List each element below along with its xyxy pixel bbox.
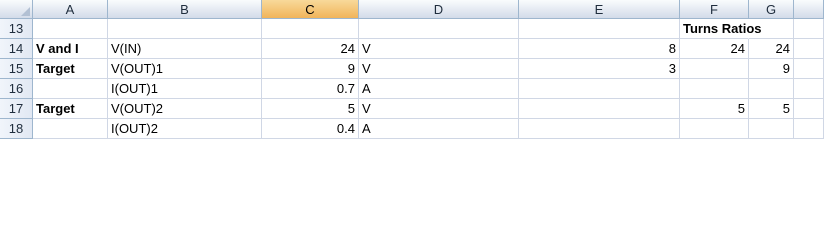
cell-d18[interactable]: A: [359, 119, 519, 139]
cell-h15[interactable]: [794, 59, 824, 79]
cell-a16[interactable]: [33, 79, 108, 99]
column-header-row: [0, 0, 777, 19]
column-header-g[interactable]: G: [749, 0, 794, 19]
column-header-a[interactable]: A: [33, 0, 108, 19]
cell-b15[interactable]: V(OUT)1: [108, 59, 262, 79]
cell-h18[interactable]: [794, 119, 824, 139]
cell-h17[interactable]: [794, 99, 824, 119]
cell-c15[interactable]: 9: [262, 59, 359, 79]
sheet-row-14: [0, 39, 790, 59]
sheet-row-13: [0, 19, 762, 39]
cell-d14[interactable]: V: [359, 39, 519, 59]
cell-a18[interactable]: [33, 119, 108, 139]
cell-f17[interactable]: 5: [680, 99, 749, 119]
column-header-e[interactable]: E: [519, 0, 680, 19]
cell-g16[interactable]: [749, 79, 794, 99]
cell-a17[interactable]: Target: [33, 99, 108, 119]
sheet-row-15: [0, 59, 790, 79]
sheet-row-18: [0, 119, 724, 139]
column-header-d[interactable]: D: [359, 0, 519, 19]
row-header-15[interactable]: 15: [0, 59, 33, 79]
row-header-17[interactable]: 17: [0, 99, 33, 119]
cell-d15[interactable]: V: [359, 59, 519, 79]
cell-b14[interactable]: V(IN): [108, 39, 262, 59]
row-header-14[interactable]: 14: [0, 39, 33, 59]
cell-b17[interactable]: V(OUT)2: [108, 99, 262, 119]
cell-c16[interactable]: 0.7: [262, 79, 359, 99]
cell-g17[interactable]: 5: [749, 99, 794, 119]
cell-c13[interactable]: [262, 19, 359, 39]
cell-h14[interactable]: [794, 39, 824, 59]
cell-g15[interactable]: 9: [749, 59, 794, 79]
cell-c17[interactable]: 5: [262, 99, 359, 119]
column-header-f[interactable]: F: [680, 0, 749, 19]
cell-f13[interactable]: Turns Ratios: [680, 19, 749, 39]
cell-f16[interactable]: [680, 79, 749, 99]
cell-f14[interactable]: 24: [680, 39, 749, 59]
cell-e14[interactable]: 8: [519, 39, 680, 59]
sheet-row-17: [0, 99, 790, 119]
cell-a13[interactable]: [33, 19, 108, 39]
cell-b13[interactable]: [108, 19, 262, 39]
select-all-corner[interactable]: [0, 0, 33, 19]
sheet-row-16: [0, 79, 724, 99]
cell-c18[interactable]: 0.4: [262, 119, 359, 139]
cell-b18[interactable]: I(OUT)2: [108, 119, 262, 139]
cell-h16[interactable]: [794, 79, 824, 99]
row-header-18[interactable]: 18: [0, 119, 33, 139]
cell-g18[interactable]: [749, 119, 794, 139]
column-header-b[interactable]: B: [108, 0, 262, 19]
cell-f15[interactable]: [680, 59, 749, 79]
cell-a15[interactable]: Target: [33, 59, 108, 79]
cell-c14[interactable]: 24: [262, 39, 359, 59]
cell-b16[interactable]: I(OUT)1: [108, 79, 262, 99]
column-header-h[interactable]: [794, 0, 824, 19]
cell-e18[interactable]: [519, 119, 680, 139]
cell-e17[interactable]: [519, 99, 680, 119]
cell-e15[interactable]: 3: [519, 59, 680, 79]
cell-e16[interactable]: [519, 79, 680, 99]
cell-d17[interactable]: V: [359, 99, 519, 119]
cell-d13[interactable]: [359, 19, 519, 39]
cell-h13[interactable]: [794, 19, 824, 39]
cell-d16[interactable]: A: [359, 79, 519, 99]
cell-f18[interactable]: [680, 119, 749, 139]
row-header-13[interactable]: 13: [0, 19, 33, 39]
cell-e13[interactable]: [519, 19, 680, 39]
cell-g14[interactable]: 24: [749, 39, 794, 59]
cell-a14[interactable]: V and I: [33, 39, 108, 59]
column-header-c[interactable]: C: [262, 0, 359, 19]
row-header-16[interactable]: 16: [0, 79, 33, 99]
